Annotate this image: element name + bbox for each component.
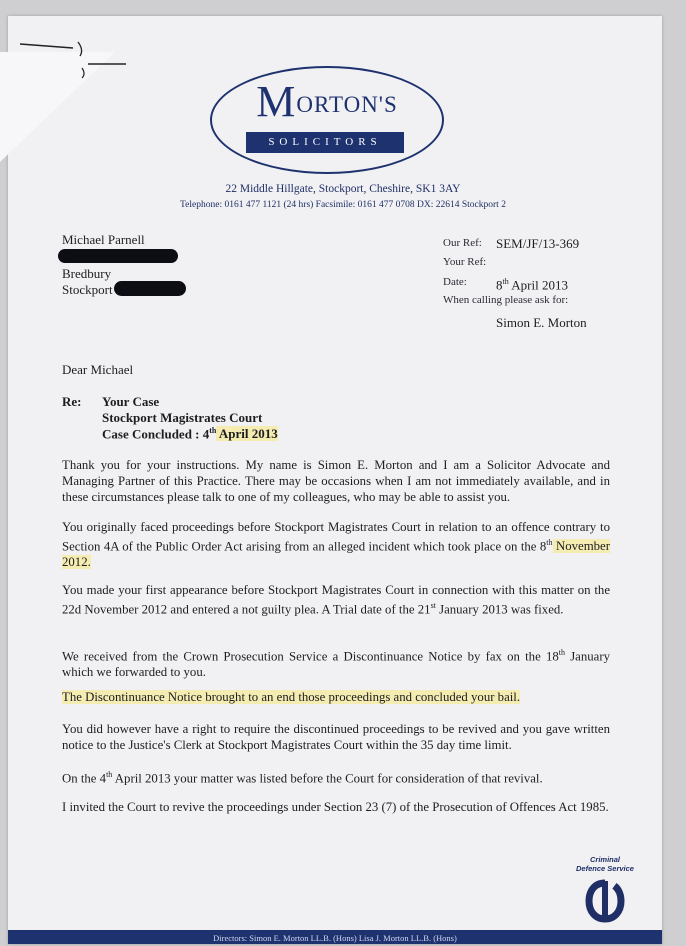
- paragraph-5: The Discontinuance Notice brought to an end those proceedings and concluded your bail.: [62, 690, 521, 704]
- redacted-postcode: [114, 281, 186, 296]
- contact-person: Simon E. Morton: [496, 315, 587, 330]
- salutation: Dear Michael: [62, 362, 134, 377]
- paragraph-7: On the 4th April 2013 your matter was listed before the Court for consideration of that revival.: [62, 770, 543, 786]
- paragraph-8: I invited the Court to revive the proceedings under Section 23 (7) of the Prosecution of Offences Act 1985.: [62, 800, 609, 814]
- paragraph-1: Thank you for your instructions. My name is Simon E. Morton and I am a Solicitor Advocate and Managing Partner of this Practice. There may be occasions when I am not immediately available, and in these circumstances please talk to one of my colleagues, who may be able to assist you.: [62, 458, 610, 504]
- badge-line-2: Defence Service: [576, 864, 634, 873]
- firm-address: 22 Middle Hillgate, Stockport, Cheshire, SK1 3AY: [225, 183, 461, 195]
- firm-name: MORTON'S: [256, 77, 398, 126]
- letter-date: 8th April 2013: [496, 277, 568, 293]
- re-label: Re:: [62, 394, 82, 409]
- our-ref-value: SEM/JF/13-369: [496, 236, 580, 251]
- recipient-city: Stockport: [62, 282, 113, 297]
- criminal-defence-service-logo: [560, 855, 650, 928]
- cds-emblem-icon: [585, 879, 625, 923]
- firm-contact: Telephone: 0161 477 1121 (24 hrs) Facsimile: 0161 477 0708 DX: 22614 Stockport 2: [180, 200, 506, 210]
- recipient-town: Bredbury: [62, 266, 112, 281]
- subject-line-1: Your Case: [102, 394, 160, 409]
- paragraph-3: You made your first appearance before Stockport Magistrates Court in connection with this matter on the 22d November 2012 and entered a not guilty plea. A Trial date of the 21st January 2013 was fixed.: [62, 583, 610, 617]
- your-ref-label: Your Ref:: [443, 256, 487, 268]
- our-ref-label: Our Ref:: [443, 237, 482, 249]
- paragraph-2: You originally faced proceedings before Stockport Magistrates Court in relation to an offence contrary to Section 4A of the Public Order Act arising from an alleged incident which took place on the 8th November 2012.: [62, 520, 610, 570]
- badge-line-1: Criminal: [589, 855, 620, 864]
- firm-subtitle: SOLICITORS: [246, 132, 404, 153]
- pen-marks: [18, 40, 128, 80]
- subject-line-2: Stockport Magistrates Court: [102, 410, 263, 425]
- paragraph-6: You did however have a right to require the discontinued proceedings to be revived and you gave written notice to the Justice's Clerk at Stockport Magistrates Court within the 35 day time limit.: [62, 722, 610, 752]
- firm-logo: [210, 66, 444, 174]
- footer-directors: Directors: Simon E. Morton LL.B. (Hons) Lisa J. Morton LL.B. (Hons): [8, 930, 662, 944]
- paragraph-4: We received from the Crown Prosecution Service a Discontinuance Notice by fax on the 18th January which we forwarded to you.: [62, 648, 610, 680]
- date-label: Date:: [443, 276, 467, 288]
- calling-label: When calling please ask for:: [443, 294, 569, 306]
- redacted-street: [58, 249, 178, 263]
- recipient-name: Michael Parnell: [62, 232, 145, 247]
- subject-line-3: Case Concluded : 4th April 2013: [102, 426, 278, 442]
